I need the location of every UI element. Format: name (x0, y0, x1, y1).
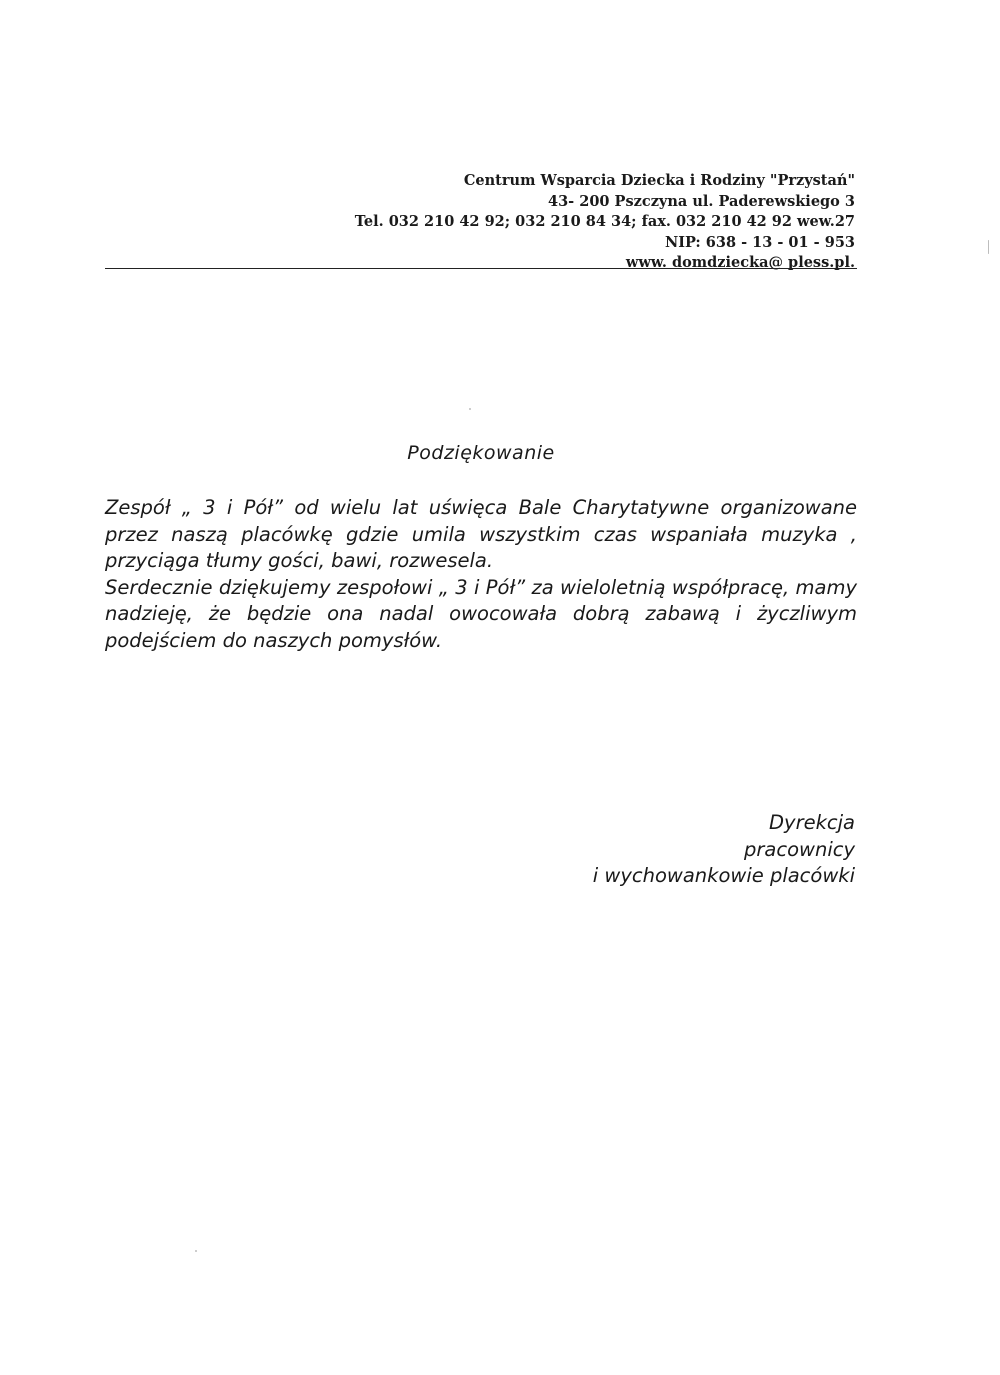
organization-phone-fax: Tel. 032 210 42 92; 032 210 84 34; fax. 032 210 42 92 wew.27 (354, 213, 855, 230)
document-title: Podziękowanie (407, 442, 555, 464)
letterhead (355, 171, 855, 274)
letterhead-divider (105, 268, 857, 269)
body-paragraph-1: Zespół „ 3 i Pół” od wielu lat uświęca Bale Charytatywne organizowane przez naszą placówkę gdzie umila wszystkim czas wspaniała muzyka , przyciąga tłumy gości, bawi, rozwesela. (105, 496, 857, 572)
signature-line-1: Dyrekcja (769, 811, 855, 834)
scan-speck (195, 1250, 197, 1252)
scan-speck (988, 240, 989, 254)
scan-speck (469, 408, 471, 410)
signature-line-2: pracownicy (744, 837, 855, 861)
body-paragraph-2: Serdecznie dziękujemy zespołowi „ 3 i Pół” za wieloletnią współpracę, mamy nadzieję, że będzie ona nadal owocowała dobrą zabawą i życzliwym podejściem do naszych pomysłów. (105, 575, 857, 652)
signature-line-3: i wychowankowie placówki (592, 864, 855, 887)
organization-website: www. domdziecka@ pless.pl. (625, 254, 855, 271)
signature-block (593, 810, 855, 890)
organization-tax-id: NIP: 638 - 13 - 01 - 953 (664, 233, 855, 251)
organization-name: Centrum Wsparcia Dziecka i Rodziny "Przystań" (463, 172, 855, 189)
organization-address: 43- 200 Pszczyna ul. Paderewskiego 3 (548, 192, 855, 210)
letter-body (105, 495, 857, 654)
